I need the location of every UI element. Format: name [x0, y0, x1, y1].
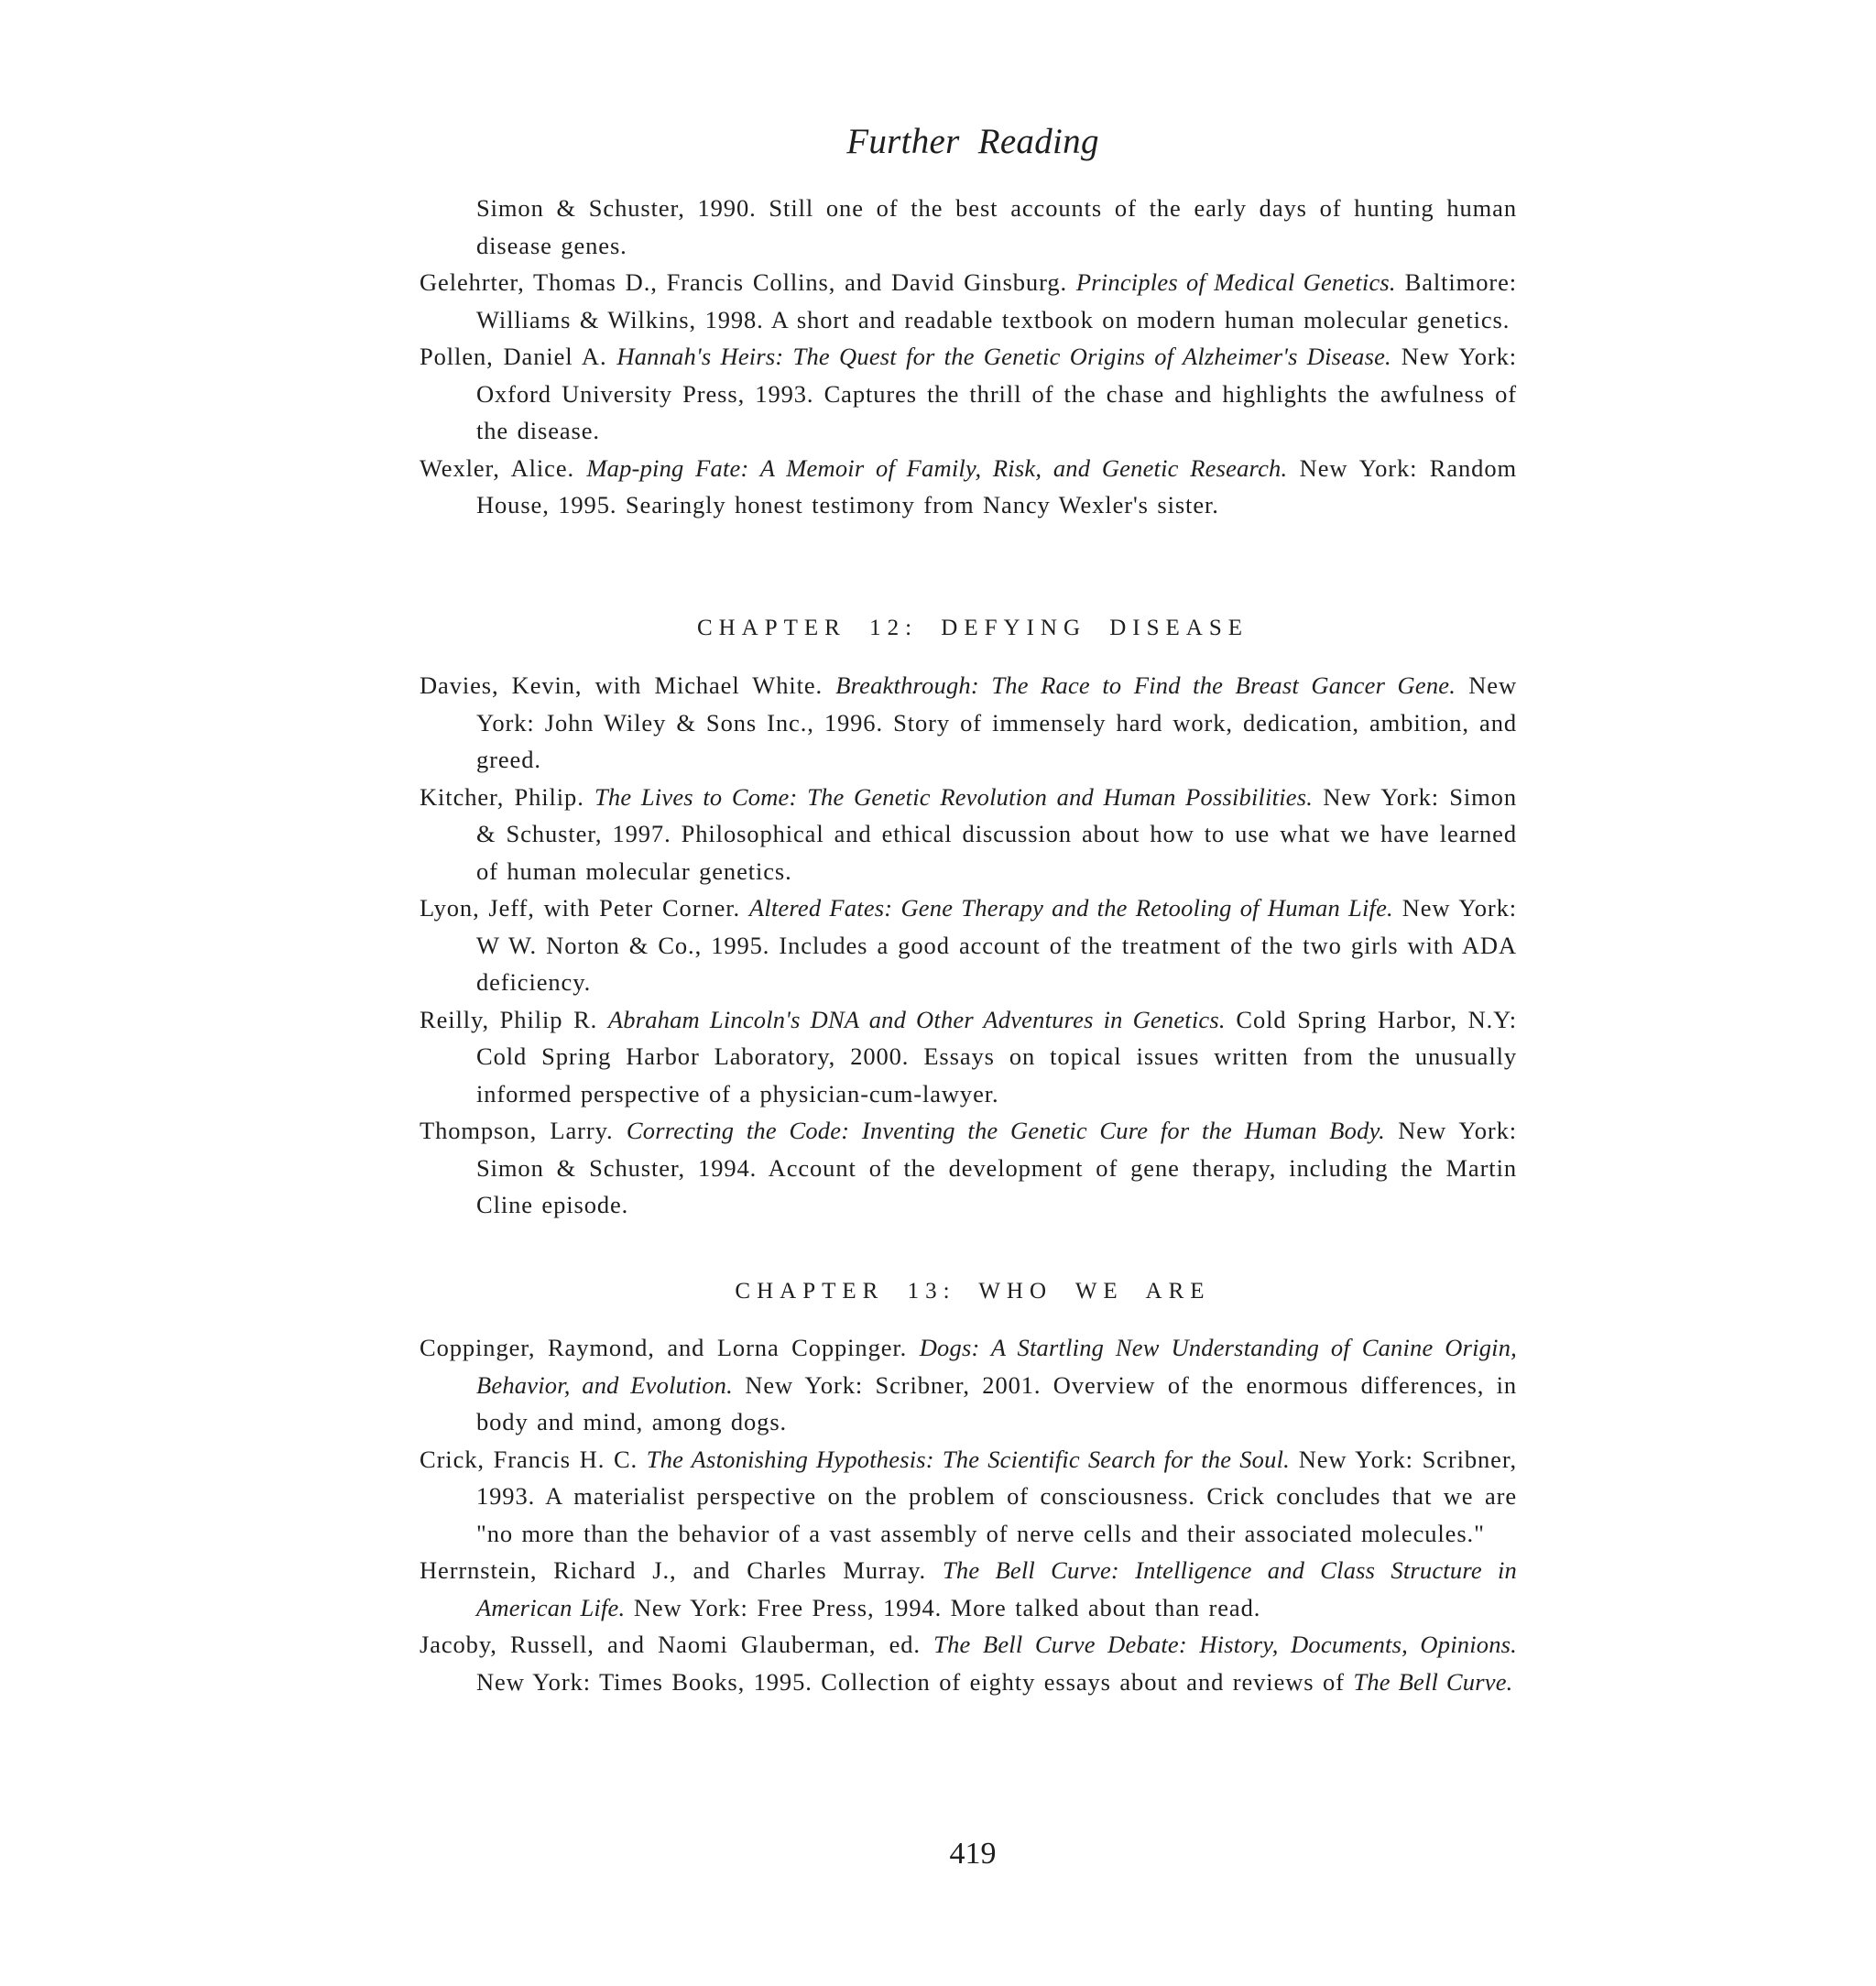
entry-details: Cold Spring Harbor, N.Y: Cold Spring Harbor Laboratory, 2000. Essays on topical issues written from the unusually informed perspective of a physician-cum-lawyer. — [476, 1005, 1518, 1108]
bibliography-entry — [420, 1329, 1517, 1441]
bibliography-entry — [420, 667, 1517, 779]
entry-author: Pollen, Daniel A. — [420, 343, 607, 370]
entry-author: Kitcher, Philip. — [420, 782, 584, 811]
entry-title: The Astonishing Hypothesis: The Scientific Search for the Soul. — [646, 1445, 1290, 1473]
chapter-12-heading: CHAPTER 12: DEFYING DISEASE — [696, 616, 1249, 640]
top-section-entries — [420, 190, 1517, 524]
chapter-13-entries — [420, 1329, 1517, 1700]
entry-title: Map-ping Fate: A Memoir of Family, Risk, and Genetic Research. — [586, 453, 1288, 482]
bibliography-entry — [420, 450, 1517, 524]
entry-details: New York: Free Press, 1994. More talked about than read. — [633, 1593, 1261, 1621]
entry-details: New York: Simon & Schuster, 1997. Philosophical and ethical discussion about how to use what we have learned of human molecular genetics. — [476, 782, 1517, 885]
page-number: 419 — [949, 1837, 997, 1871]
entry-details: New York: Times Books, 1995. Collection of eighty essays about and reviews of — [476, 1667, 1345, 1696]
entry-details: New York: Simon & Schuster, 1994. Account of the development of gene therapy, including the Martin Cline episode. — [476, 1117, 1518, 1218]
entry-details: New York: Scribner, 2001. Overview of the enormous differences, in body and mind, among dogs. — [476, 1370, 1517, 1435]
bibliography-entry — [420, 1441, 1517, 1553]
bibliography-entry — [420, 338, 1517, 450]
entry-title: The Bell Curve Debate: History, Documents, Opinions. — [933, 1631, 1518, 1658]
entry-author: Reilly, Philip R. — [420, 1005, 598, 1033]
bibliography-entry — [420, 190, 1517, 264]
entry-details: New York: John Wiley & Sons Inc., 1996. Story of immensely hard work, dedication, ambition, and greed. — [476, 671, 1517, 773]
entry-title: Breakthrough: The Race to Find the Breast Gancer Gene. — [835, 671, 1456, 699]
entry-details: New York: W W. Norton & Co., 1995. Includes a good account of the treatment of the two girls with ADA deficiency. — [476, 894, 1517, 996]
entry-author: Lyon, Jeff, with Peter Corner. — [420, 894, 741, 922]
bibliography-entry — [420, 1112, 1517, 1224]
bibliography-entry — [420, 1626, 1517, 1700]
entry-author: Jacoby, Russell, and Naomi Glauberman, ed. — [420, 1631, 921, 1658]
bibliography-entry — [420, 1552, 1517, 1626]
entry-trailing-title: The Bell Curve. — [1353, 1667, 1513, 1696]
entry-details: Simon & Schuster, 1990. Still one of the best accounts of the early days of hunting human disease genes. — [476, 194, 1517, 259]
bibliography-entry — [420, 779, 1517, 890]
entry-details: Baltimore: Williams & Wilkins, 1998. A short and readable textbook on modern human molecular genetics. — [476, 268, 1517, 333]
chapter-13-heading: CHAPTER 13: WHO WE ARE — [735, 1279, 1211, 1304]
entry-title: Correcting the Code: Inventing the Genetic Cure for the Human Body. — [626, 1117, 1385, 1144]
bibliography-entry — [420, 264, 1517, 338]
bibliography-entry — [420, 889, 1517, 1001]
entry-author: Wexler, Alice. — [420, 453, 575, 482]
entry-author: Herrnstein, Richard J., and Charles Murray. — [420, 1556, 927, 1584]
entry-author: Thompson, Larry. — [420, 1117, 614, 1144]
entry-title: The Bell Curve: Intelligence and Class Structure in American Life. — [476, 1556, 1517, 1621]
entry-details: New York: Random House, 1995. Searingly honest testimony from Nancy Wexler's sister. — [476, 453, 1517, 518]
entry-title: Principles of Medical Genetics. — [1075, 268, 1396, 296]
entry-author: Davies, Kevin, with Michael White. — [420, 671, 823, 699]
entry-title: Hannah's Heirs: The Quest for the Genetic Origins of Alzheimer's Disease. — [616, 343, 1391, 370]
entry-author: Coppinger, Raymond, and Lorna Coppinger. — [420, 1334, 908, 1361]
bibliography-entry — [420, 1001, 1517, 1113]
entry-details: New York: Oxford University Press, 1993. Captures the thrill of the chase and highlights the awfulness of the disease. — [476, 343, 1518, 444]
entry-author: Crick, Francis H. C. — [420, 1445, 638, 1473]
entry-title: Dogs: A Startling New Understanding of Canine Origin, Behavior, and Evolution. — [476, 1334, 1517, 1399]
entry-title: Altered Fates: Gene Therapy and the Retooling of Human Life. — [748, 894, 1393, 922]
chapter-12-entries — [420, 667, 1517, 1224]
running-header: Further Reading — [846, 122, 1099, 161]
entry-author: Gelehrter, Thomas D., Francis Collins, and David Ginsburg. — [420, 268, 1068, 296]
entry-title: The Lives to Come: The Genetic Revolution and Human Possibilities. — [594, 782, 1314, 811]
entry-title: Abraham Lincoln's DNA and Other Adventures in Genetics. — [607, 1005, 1226, 1033]
entry-details: New York: Scribner, 1993. A materialist perspective on the problem of consciousness. Crick concludes that we are "no more than the behavior of a vast assembly of nerve cells and their associated molecules." — [476, 1445, 1518, 1547]
